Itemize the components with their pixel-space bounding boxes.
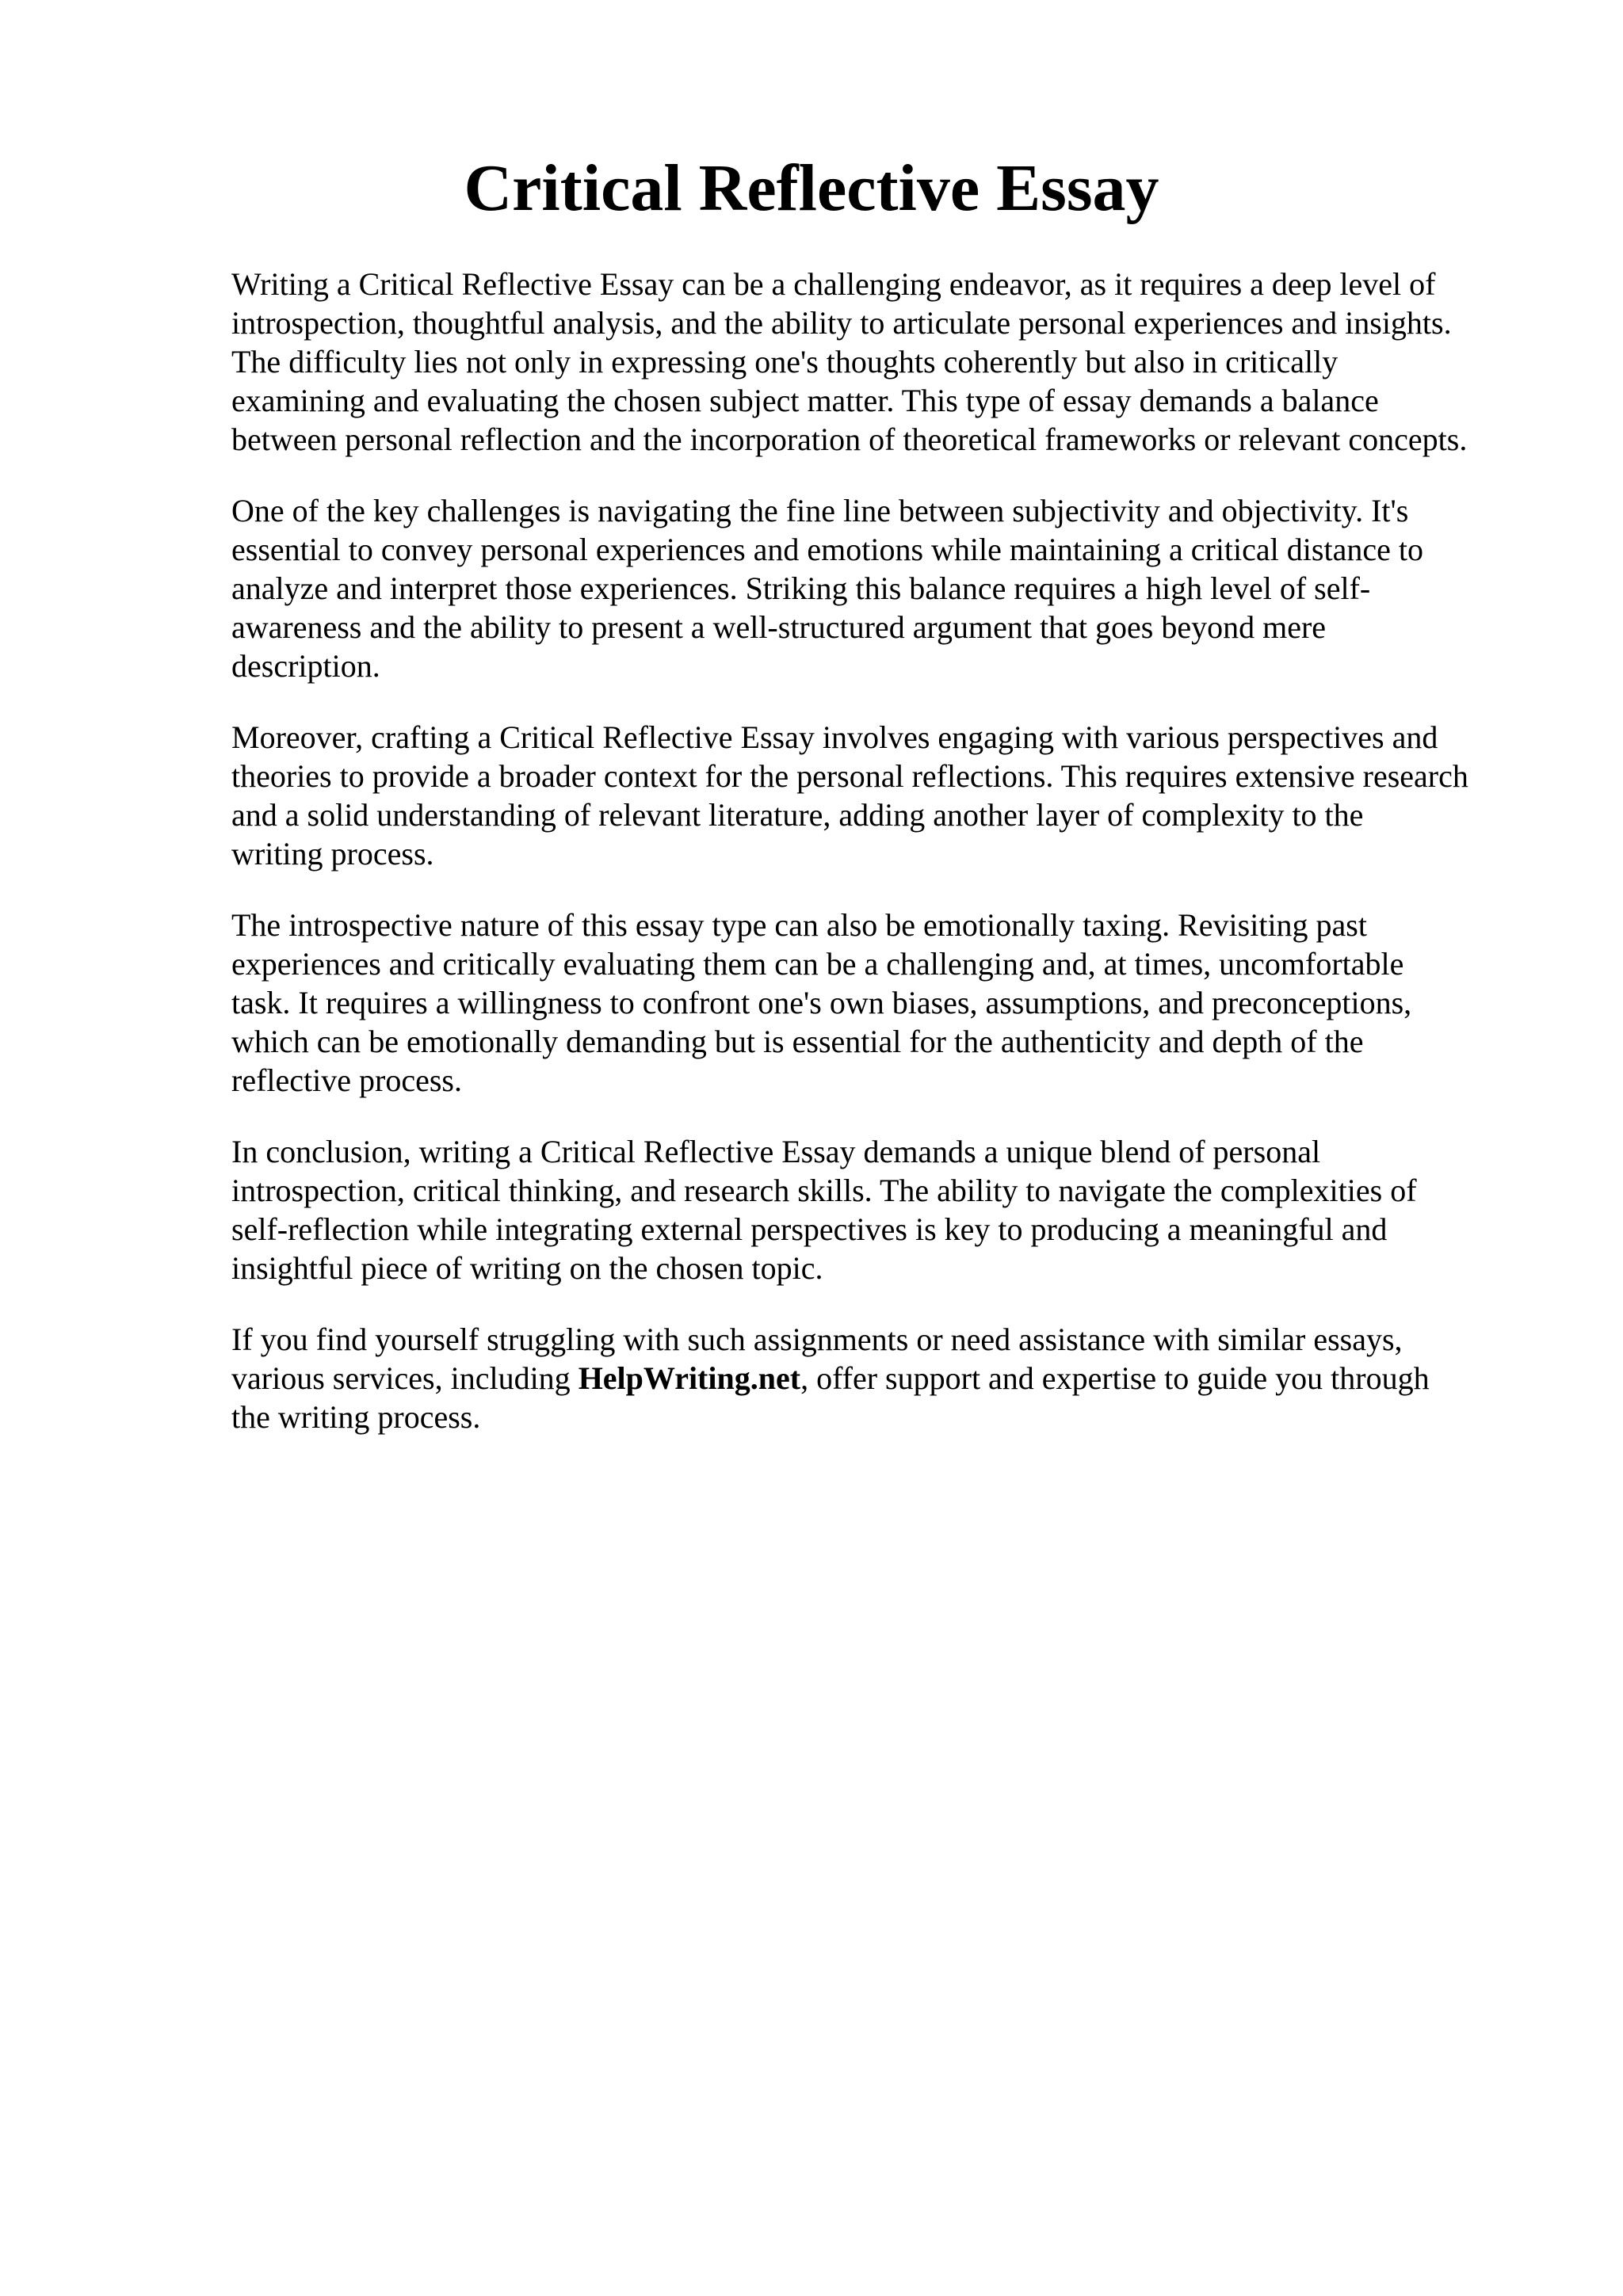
paragraph-line: analyze and interpret those experiences. Striking this balance requires a high level of self- — [231, 570, 1371, 606]
paragraph-line: Moreover, crafting a Critical Reflective Essay involves engaging with various perspectives and — [231, 719, 1438, 755]
closing-line-2-before: various services, including — [231, 1360, 579, 1396]
paragraph-line: which can be emotionally demanding but is essential for the authenticity and depth of the — [231, 1024, 1364, 1059]
paragraph-line: description. — [231, 648, 380, 684]
paragraph-line: self-reflection while integrating external perspectives is key to producing a meaningful and — [231, 1211, 1388, 1247]
paragraph-line: insightful piece of writing on the chosen topic. — [231, 1250, 823, 1286]
paragraph-line: The introspective nature of this essay type can also be emotionally taxing. Revisiting past — [231, 907, 1367, 943]
paragraph-line: experiences and critically evaluating them can be a challenging and, at times, uncomfortable — [231, 946, 1404, 982]
paragraph-line: and a solid understanding of relevant literature, adding another layer of complexity to the — [231, 797, 1364, 833]
paragraph-4 — [231, 906, 1531, 1100]
paragraph-2 — [231, 491, 1531, 685]
paragraph-line: introspection, critical thinking, and research skills. The ability to navigate the complexities of — [231, 1173, 1417, 1208]
paragraph-line: examining and evaluating the chosen subject matter. This type of essay demands a balance — [231, 383, 1379, 418]
paragraph-line: writing process. — [231, 836, 434, 871]
paragraph-line: awareness and the ability to present a well-structured argument that goes beyond mere — [231, 609, 1327, 645]
paragraph-line: introspection, thoughtful analysis, and the ability to articulate personal experiences and insights. — [231, 305, 1452, 341]
closing-line-2-after: , offer support and expertise to guide you through — [800, 1360, 1430, 1396]
paragraph-line: The difficulty lies not only in expressing one's thoughts coherently but also in critically — [231, 344, 1338, 379]
paragraph-5 — [231, 1132, 1531, 1287]
paragraph-line: essential to convey personal experiences and emotions while maintaining a critical distance to — [231, 532, 1423, 567]
paragraph-line: theories to provide a broader context for the personal reflections. This requires extensive research — [231, 758, 1468, 794]
paragraph-line: Writing a Critical Reflective Essay can be a challenging endeavor, as it requires a deep level of — [231, 266, 1436, 302]
closing-line-2 — [231, 1359, 1531, 1398]
paragraph-1 — [231, 265, 1531, 459]
paragraph-3 — [231, 718, 1531, 873]
paragraph-line: between personal reflection and the incorporation of theoretical frameworks or relevant concepts. — [231, 421, 1468, 457]
paragraph-line: reflective process. — [231, 1062, 462, 1098]
document-title: Critical Reflective Essay — [464, 151, 1159, 225]
closing-line-3: the writing process. — [231, 1399, 481, 1435]
paragraph-line: In conclusion, writing a Critical Reflective Essay demands a unique blend of personal — [231, 1134, 1321, 1169]
closing-paragraph — [231, 1320, 1531, 1436]
closing-line-1: If you find yourself struggling with such assignments or need assistance with similar essays, — [231, 1322, 1403, 1357]
paragraph-line: One of the key challenges is navigating the fine line between subjectivity and objectivity. It's — [231, 493, 1409, 528]
paragraph-line: task. It requires a willingness to confront one's own biases, assumptions, and preconceptions, — [231, 985, 1412, 1020]
helpwriting-link[interactable]: HelpWriting.net — [578, 1360, 801, 1396]
document-body — [231, 265, 1531, 1469]
